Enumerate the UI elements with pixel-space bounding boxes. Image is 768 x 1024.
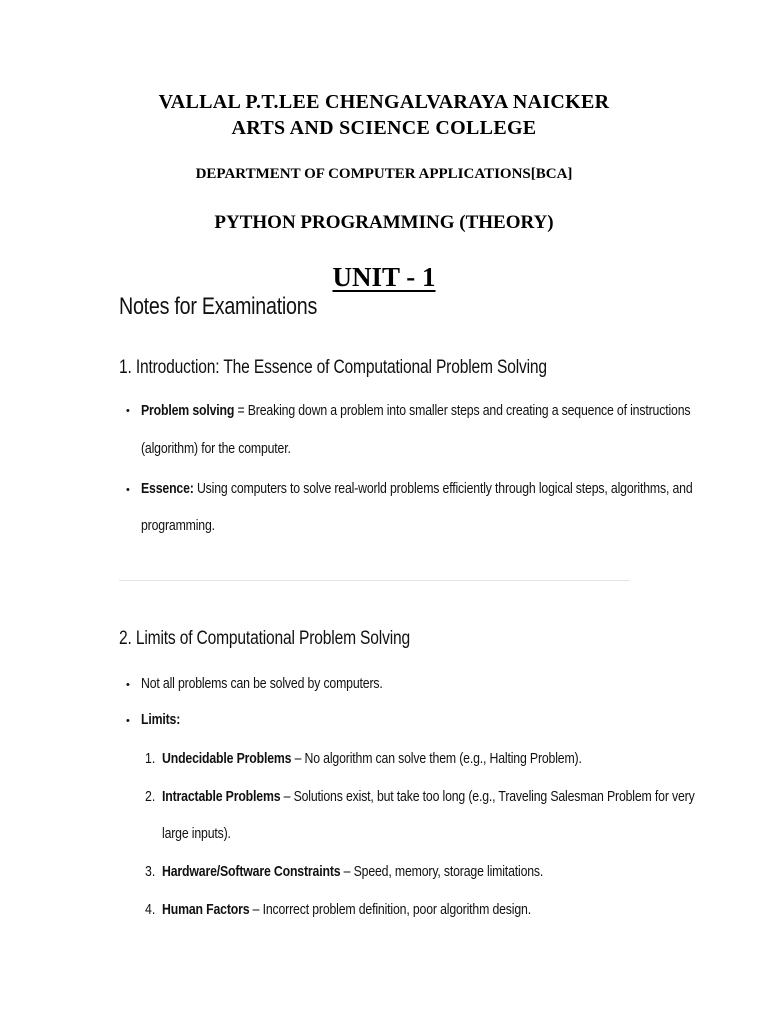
- notes-title: Notes for Examinations: [119, 293, 318, 320]
- section-2-bullet-2: [141, 711, 633, 728]
- limit-term: Hardware/Software Constraints: [162, 863, 341, 880]
- limit-desc: – Incorrect problem definition, poor algorithm design.: [249, 901, 531, 918]
- bullet-term: Limits:: [141, 711, 181, 728]
- bullet-icon: •: [126, 679, 130, 691]
- section-2-bullet-1: Not all problems can be solved by computers.: [141, 675, 383, 692]
- unit-heading: [0, 262, 768, 292]
- bullet-term: Problem solving: [141, 402, 235, 419]
- section-1-bullet-2-cont: programming.: [141, 517, 215, 534]
- bullet-icon: •: [126, 484, 130, 496]
- limit-number: 3.: [145, 863, 156, 880]
- section-2-heading: 2. Limits of Computational Problem Solving: [119, 628, 411, 649]
- section-1-bullet-1-cont: (algorithm) for the computer.: [141, 440, 291, 457]
- section-1-bullet-2: [141, 480, 693, 497]
- section-divider: [119, 580, 630, 581]
- limit-item-4: [162, 901, 531, 918]
- limit-desc: – Speed, memory, storage limitations.: [340, 863, 544, 880]
- college-name-line2: ARTS AND SCIENCE COLLEGE: [231, 117, 537, 139]
- limit-term: Human Factors: [162, 901, 250, 918]
- unit-label: UNIT - 1: [332, 262, 436, 292]
- limit-term: Intractable Problems: [162, 788, 281, 805]
- bullet-text: Using computers to solve real-world problems efficiently through logical steps, algorithms, and: [193, 480, 693, 497]
- limit-desc: – Solutions exist, but take too long (e.g., Traveling Salesman Problem for very: [280, 788, 695, 805]
- limit-item-2-cont: large inputs).: [162, 825, 231, 842]
- bullet-icon: •: [126, 405, 130, 417]
- limit-term: Undecidable Problems: [162, 750, 292, 767]
- subject-title: PYTHON PROGRAMMING (THEORY): [214, 212, 554, 233]
- bullet-text: = Breaking down a problem into smaller steps and creating a sequence of instructions: [234, 402, 691, 419]
- section-1-heading: 1. Introduction: The Essence of Computational Problem Solving: [119, 357, 547, 378]
- bullet-term: Essence:: [141, 480, 194, 497]
- limit-item-1: [162, 750, 582, 767]
- limit-number: 1.: [145, 750, 156, 767]
- limit-number: 4.: [145, 901, 156, 918]
- department-name: DEPARTMENT OF COMPUTER APPLICATIONS[BCA]: [195, 166, 573, 182]
- limit-number: 2.: [145, 788, 156, 805]
- limit-item-3: [162, 863, 543, 880]
- college-name-line1: VALLAL P.T.LEE CHENGALVARAYA NAICKER: [158, 91, 610, 113]
- limit-desc: – No algorithm can solve them (e.g., Halting Problem).: [291, 750, 582, 767]
- limit-item-2: [162, 788, 695, 805]
- section-1-bullet-1: [141, 402, 691, 419]
- bullet-icon: •: [126, 715, 130, 727]
